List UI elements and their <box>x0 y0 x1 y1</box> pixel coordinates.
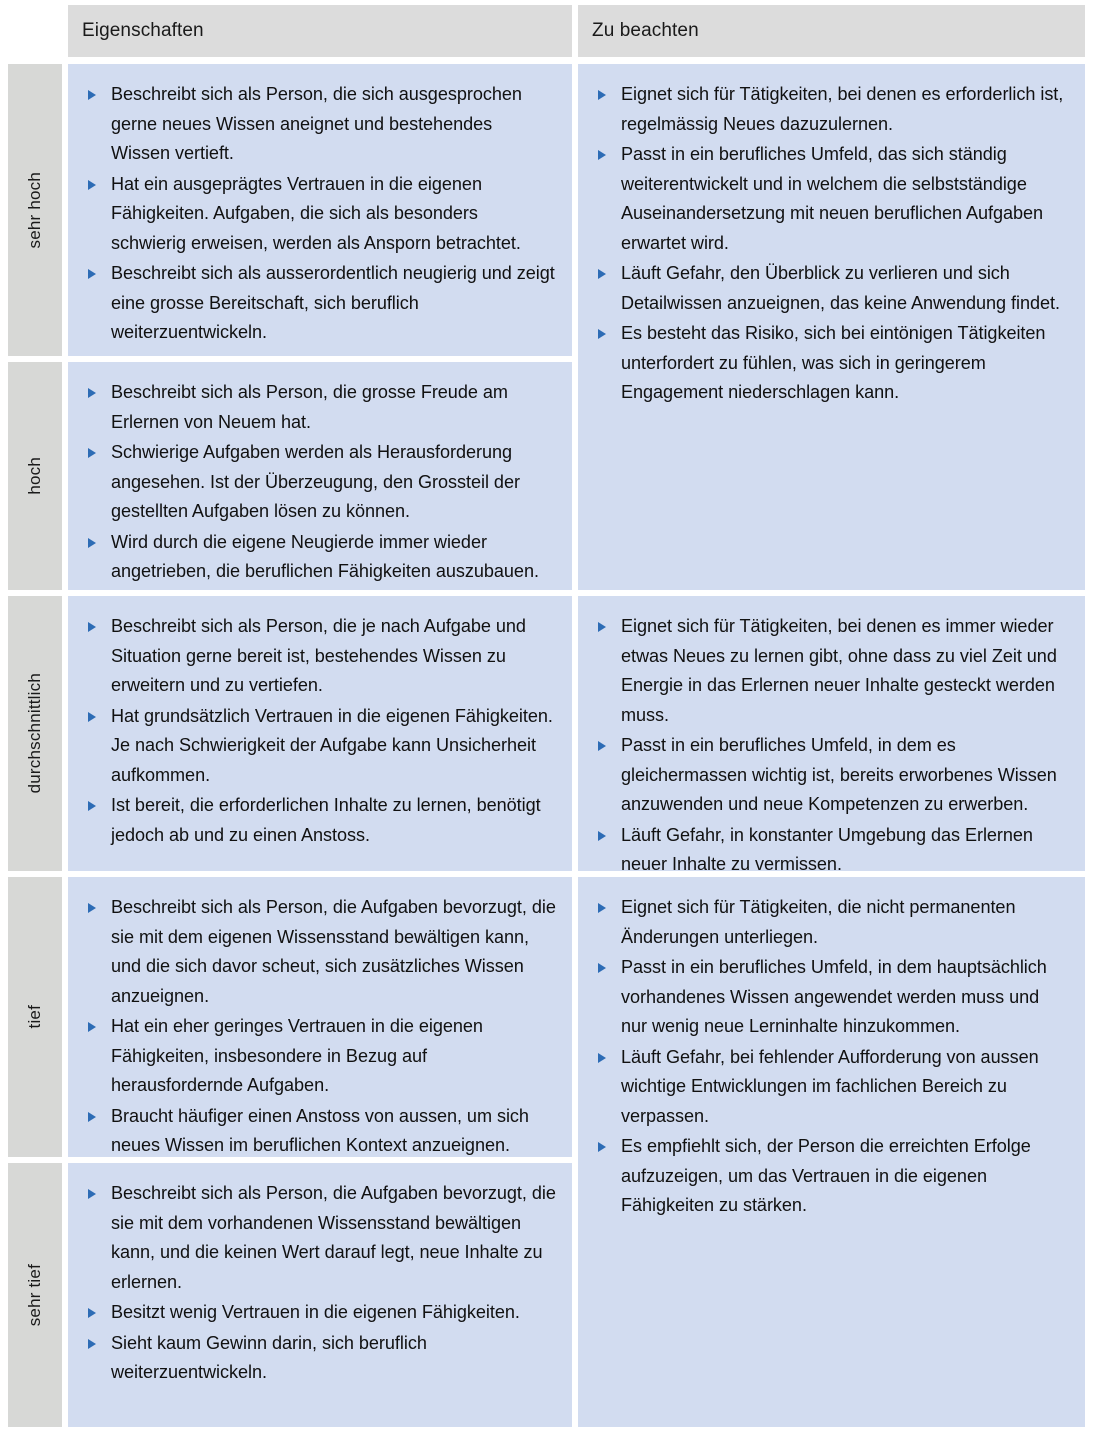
triangle-bullet-icon <box>598 903 606 913</box>
column-header-eigenschaften <box>68 5 572 57</box>
triangle-bullet-icon <box>598 963 606 973</box>
list-item <box>88 1179 556 1297</box>
eigenschaften-cell-sehr-hoch <box>68 64 572 356</box>
triangle-bullet-icon <box>598 90 606 100</box>
level-label-hoch <box>8 362 62 590</box>
level-label-text: hoch <box>25 457 44 495</box>
bullet-list <box>68 1163 572 1403</box>
list-item-text: Passt in ein berufliches Umfeld, in dem hauptsächlich vorhandenes Wissen angewendet werden muss und nur wenig neue Lerninhalte hinzukommen. <box>621 957 1047 1036</box>
level-label-text: durchschnittlich <box>25 673 44 794</box>
triangle-bullet-icon <box>598 150 606 160</box>
list-item <box>88 80 556 169</box>
list-item-text: Beschreibt sich als Person, die sich ausgesprochen gerne neues Wissen aneignet und bestehendes Wissen vertieft. <box>111 84 522 163</box>
list-item <box>88 378 556 437</box>
list-item <box>598 821 1069 880</box>
list-item <box>88 1298 556 1328</box>
list-item <box>88 438 556 527</box>
level-label-text: sehr hoch <box>25 171 44 249</box>
list-item-text: Beschreibt sich als Person, die je nach Aufgabe und Situation gerne bereit ist, bestehendes Wissen zu erweitern und zu vertiefen. <box>111 616 526 695</box>
list-item-text: Besitzt wenig Vertrauen in die eigenen Fähigkeiten. <box>111 1302 520 1322</box>
list-item-text: Es besteht das Risiko, sich bei eintönigen Tätigkeiten unterfordert zu fühlen, was sich in geringerem Engagement niederschlagen kann. <box>621 323 1046 402</box>
list-item-text: Läuft Gefahr, bei fehlender Aufforderung von aussen wichtige Entwicklungen im fachlichen Bereich zu verpassen. <box>621 1046 1039 1126</box>
bullet-list <box>68 64 572 363</box>
list-item <box>598 140 1069 258</box>
list-item-text: Hat ein ausgeprägtes Vertrauen in die eigenen Fähigkeiten. Aufgaben, die sich als besonders schwierig erweisen, werden als Ansporn betrachtet. <box>111 173 521 253</box>
list-item <box>598 731 1069 820</box>
list-item-text: Sieht kaum Gewinn darin, sich beruflich weiterzuentwickeln. <box>111 1332 427 1382</box>
zu-beachten-cell-durchschnittlich <box>578 596 1085 874</box>
list-item <box>88 791 556 850</box>
triangle-bullet-icon <box>598 831 606 841</box>
list-item-text: Hat grundsätzlich Vertrauen in die eigenen Fähigkeiten. Je nach Schwierigkeit der Aufgabe kann Unsicherheit aufkommen. <box>111 705 553 785</box>
level-label-text: sehr tief <box>25 1263 44 1327</box>
level-label-text: tief <box>25 1005 44 1029</box>
list-item-text: Ist bereit, die erforderlichen Inhalte zu lernen, benötigt jedoch ab und zu einen Anstoss. <box>111 795 541 845</box>
triangle-bullet-icon <box>598 622 606 632</box>
triangle-bullet-icon <box>88 269 96 279</box>
triangle-bullet-icon <box>88 1339 96 1349</box>
list-item <box>88 1102 556 1161</box>
list-item-text: Läuft Gefahr, in konstanter Umgebung das Erlernen neuer Inhalte zu vermissen. <box>621 824 1033 874</box>
list-item <box>598 953 1069 1042</box>
triangle-bullet-icon <box>88 90 96 100</box>
list-item-text: Hat ein eher geringes Vertrauen in die eigenen Fähigkeiten, insbesondere in Bezug auf herausfordernde Aufgaben. <box>111 1016 483 1095</box>
eigenschaften-cell-durchschnittlich <box>68 596 572 871</box>
list-item <box>88 170 556 259</box>
list-item-text: Läuft Gefahr, den Überblick zu verlieren und sich Detailwissen anzueignen, das keine Anwendung findet. <box>621 263 1060 313</box>
level-label-durchschnittlich <box>8 596 62 871</box>
list-item <box>88 612 556 701</box>
level-label-sehr-hoch <box>8 64 62 356</box>
list-item-text: Wird durch die eigene Neugierde immer wieder angetrieben, die beruflichen Fähigkeiten auszubauen. <box>111 531 539 581</box>
list-item-text: Beschreibt sich als Person, die Aufgaben bevorzugt, die sie mit dem eigenen Wissensstand bewältigen kann, und die sich davor scheut, sich zusätzliches Wissen anzueignen. <box>111 897 556 1006</box>
triangle-bullet-icon <box>88 448 96 458</box>
list-item <box>88 259 556 348</box>
column-header-eigenschaften-label: Eigenschaften <box>82 20 204 41</box>
eigenschaften-cell-tief <box>68 877 572 1157</box>
list-item-text: Passt in ein berufliches Umfeld, das sich ständig weiterentwickelt und in welchem die selbstständige Auseinandersetzung mit neuen beruflichen Aufgaben erwartet wird. <box>621 144 1044 253</box>
list-item <box>598 1043 1069 1132</box>
list-item <box>598 259 1069 318</box>
bullet-list <box>578 64 1085 423</box>
list-item <box>88 702 556 791</box>
triangle-bullet-icon <box>88 388 96 398</box>
triangle-bullet-icon <box>88 1308 96 1318</box>
triangle-bullet-icon <box>88 622 96 632</box>
triangle-bullet-icon <box>88 538 96 548</box>
list-item <box>88 528 556 587</box>
eigenschaften-cell-sehr-tief <box>68 1163 572 1427</box>
list-item-text: Beschreibt sich als Person, die Aufgaben bevorzugt, die sie mit dem vorhandenen Wissensstand bewältigen kann, und die keinen Wert darauf legt, neue Inhalte zu erlernen. <box>111 1183 556 1292</box>
eigenschaften-cell-hoch <box>68 362 572 590</box>
list-item-text: Eignet sich für Tätigkeiten, bei denen es immer wieder etwas Neues zu lernen gibt, ohne dass zu viel Zeit und Energie in das Erlernen neuer Inhalte gesteckt werden muss. <box>621 616 1057 725</box>
list-item-text: Eignet sich für Tätigkeiten, bei denen es erforderlich ist, regelmässig Neues dazuzulernen. <box>621 84 1064 134</box>
triangle-bullet-icon <box>598 1142 606 1152</box>
level-label-sehr-tief <box>8 1163 62 1427</box>
level-label-tief <box>8 877 62 1157</box>
zu-beachten-cell-tief-sehr-tief <box>578 877 1085 1427</box>
list-item-text: Eignet sich für Tätigkeiten, die nicht permanenten Änderungen unterliegen. <box>621 897 1016 947</box>
table-header-row <box>0 5 1093 57</box>
table-body <box>0 62 1093 1429</box>
list-item-text: Es empfiehlt sich, der Person die erreichten Erfolge aufzuzeigen, um das Vertrauen in die eigenen Fähigkeiten zu stärken. <box>621 1136 1031 1215</box>
triangle-bullet-icon <box>88 712 96 722</box>
triangle-bullet-icon <box>88 801 96 811</box>
triangle-bullet-icon <box>88 180 96 190</box>
list-item <box>88 1329 556 1388</box>
list-item-text: Schwierige Aufgaben werden als Herausforderung angesehen. Ist der Überzeugung, den Grossteil der gestellten Aufgaben lösen zu können. <box>111 442 520 521</box>
bullet-list <box>68 596 572 865</box>
list-item <box>598 80 1069 139</box>
list-item <box>598 612 1069 730</box>
triangle-bullet-icon <box>88 1022 96 1032</box>
list-item <box>598 1132 1069 1221</box>
list-item-text: Braucht häufiger einen Anstoss von aussen, um sich neues Wissen im beruflichen Kontext anzueignen. <box>111 1105 529 1155</box>
triangle-bullet-icon <box>88 903 96 913</box>
triangle-bullet-icon <box>88 1112 96 1122</box>
list-item-text: Passt in ein berufliches Umfeld, in dem es gleichermassen wichtig ist, bereits erworbenes Wissen anzuwenden und neue Kompetenzen zu erwerben. <box>621 735 1057 814</box>
column-header-zu-beachten <box>578 5 1085 57</box>
triangle-bullet-icon <box>598 741 606 751</box>
bullet-list <box>68 877 572 1176</box>
list-item-text: Beschreibt sich als ausserordentlich neugierig und zeigt eine grosse Bereitschaft, sich beruflich weiterzuentwickeln. <box>111 263 555 342</box>
triangle-bullet-icon <box>598 269 606 279</box>
triangle-bullet-icon <box>598 1053 606 1063</box>
triangle-bullet-icon <box>598 329 606 339</box>
bullet-list <box>578 596 1085 895</box>
list-item <box>88 1012 556 1101</box>
triangle-bullet-icon <box>88 1189 96 1199</box>
list-item-text: Beschreibt sich als Person, die grosse Freude am Erlernen von Neuem hat. <box>111 382 508 432</box>
column-header-zu-beachten-label: Zu beachten <box>592 20 699 41</box>
bullet-list <box>578 877 1085 1236</box>
list-item <box>598 893 1069 952</box>
zu-beachten-cell-sehr-hoch-hoch <box>578 64 1085 590</box>
list-item <box>88 893 556 1011</box>
bullet-list <box>68 362 572 602</box>
list-item <box>598 319 1069 408</box>
